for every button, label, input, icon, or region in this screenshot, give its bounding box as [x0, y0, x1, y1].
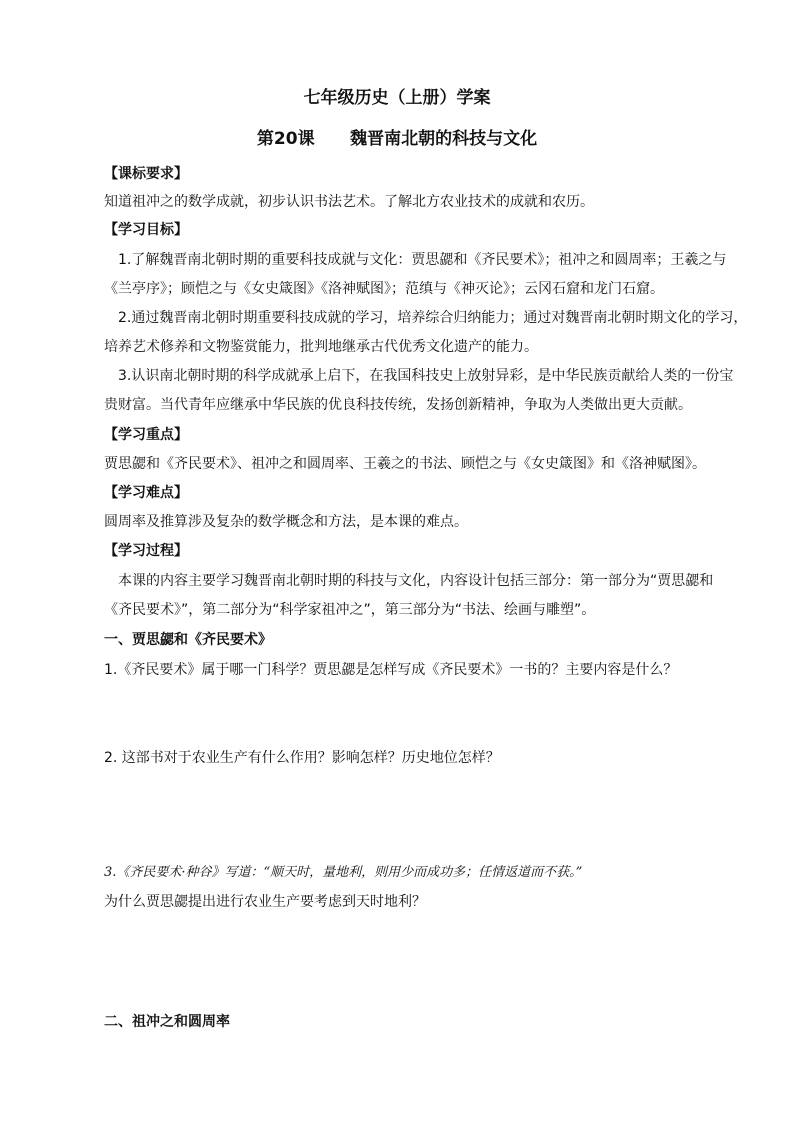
objective-line: 培养艺术修养和文物鉴赏能力，批判地继承古代优秀文化遗产的能力。 — [104, 339, 538, 355]
key-points-text: 贾思勰和《齐民要术》、祖冲之和圆周率、王羲之的书法、顾恺之与《女史箴图》和《洛神赋图》。 — [104, 456, 706, 472]
lesson-title: 第20课 魏晋南北朝的科技与文化 — [256, 129, 538, 149]
curriculum-heading: 【课标要求】 — [104, 166, 188, 182]
key-points-heading: 【学习重点】 — [104, 427, 188, 443]
question-3-quote: 3.《齐民要术·种谷》写道：“顺天时，量地利，则用少而成功多；任情返道而不获。” — [104, 865, 583, 880]
objective-line: 《兰亭序》；顾恺之与《女史箴图》《洛神赋图》；范缜与《神灭论》；云冈石窟和龙门石窟。 — [104, 281, 664, 297]
curriculum-text: 知道祖冲之的数学成就，初步认识书法艺术。了解北方农业技术的成就和农历。 — [104, 194, 594, 210]
objective-line: 2.通过魏晋南北朝时期重要科技成就的学习，培养综合归纳能力；通过对魏晋南北朝时期文化的学习， — [118, 310, 748, 326]
question-3-text: 为什么贾思勰提出进行农业生产要考虑到天时地利？ — [104, 894, 426, 910]
section2-heading: 二、祖冲之和圆周率 — [104, 1014, 230, 1030]
question-1: 1.《齐民要术》属于哪一门科学？贾思勰是怎样写成《齐民要术》一书的？主要内容是什么？ — [104, 662, 678, 678]
difficulties-text: 圆周率及推算涉及复杂的数学概念和方法，是本课的难点。 — [104, 514, 468, 530]
objective-line: 1.了解魏晋南北朝时期的重要科技成就与文化：贾思勰和《齐民要术》；祖冲之和圆周率；王羲之与 — [118, 252, 727, 268]
document-title: 七年级历史（上册）学案 — [303, 88, 491, 108]
objectives-heading: 【学习目标】 — [104, 222, 188, 238]
difficulties-heading: 【学习难点】 — [104, 485, 188, 501]
objective-line: 3.认识南北朝时期的科学成就承上启下，在我国科技史上放射异彩，是中华民族贡献给人类的一份宝 — [118, 368, 734, 384]
objective-line: 贵财富。当代青年应继承中华民族的优良科技传统，发扬创新精神，争取为人类做出更大贡献。 — [104, 397, 692, 413]
process-line: 本课的内容主要学习魏晋南北朝时期的科技与文化，内容设计包括三部分：第一部分为“贾思勰和 — [118, 573, 714, 589]
section1-heading: 一、贾思勰和《齐民要术》 — [104, 632, 272, 648]
process-line: 《齐民要术》”，第二部分为“科学家祖冲之”，第三部分为“书法、绘画与雕塑”。 — [104, 602, 596, 618]
process-heading: 【学习过程】 — [104, 543, 188, 559]
question-2: 2. 这部书对于农业生产有什么作用？影响怎样？历史地位怎样？ — [104, 750, 500, 766]
